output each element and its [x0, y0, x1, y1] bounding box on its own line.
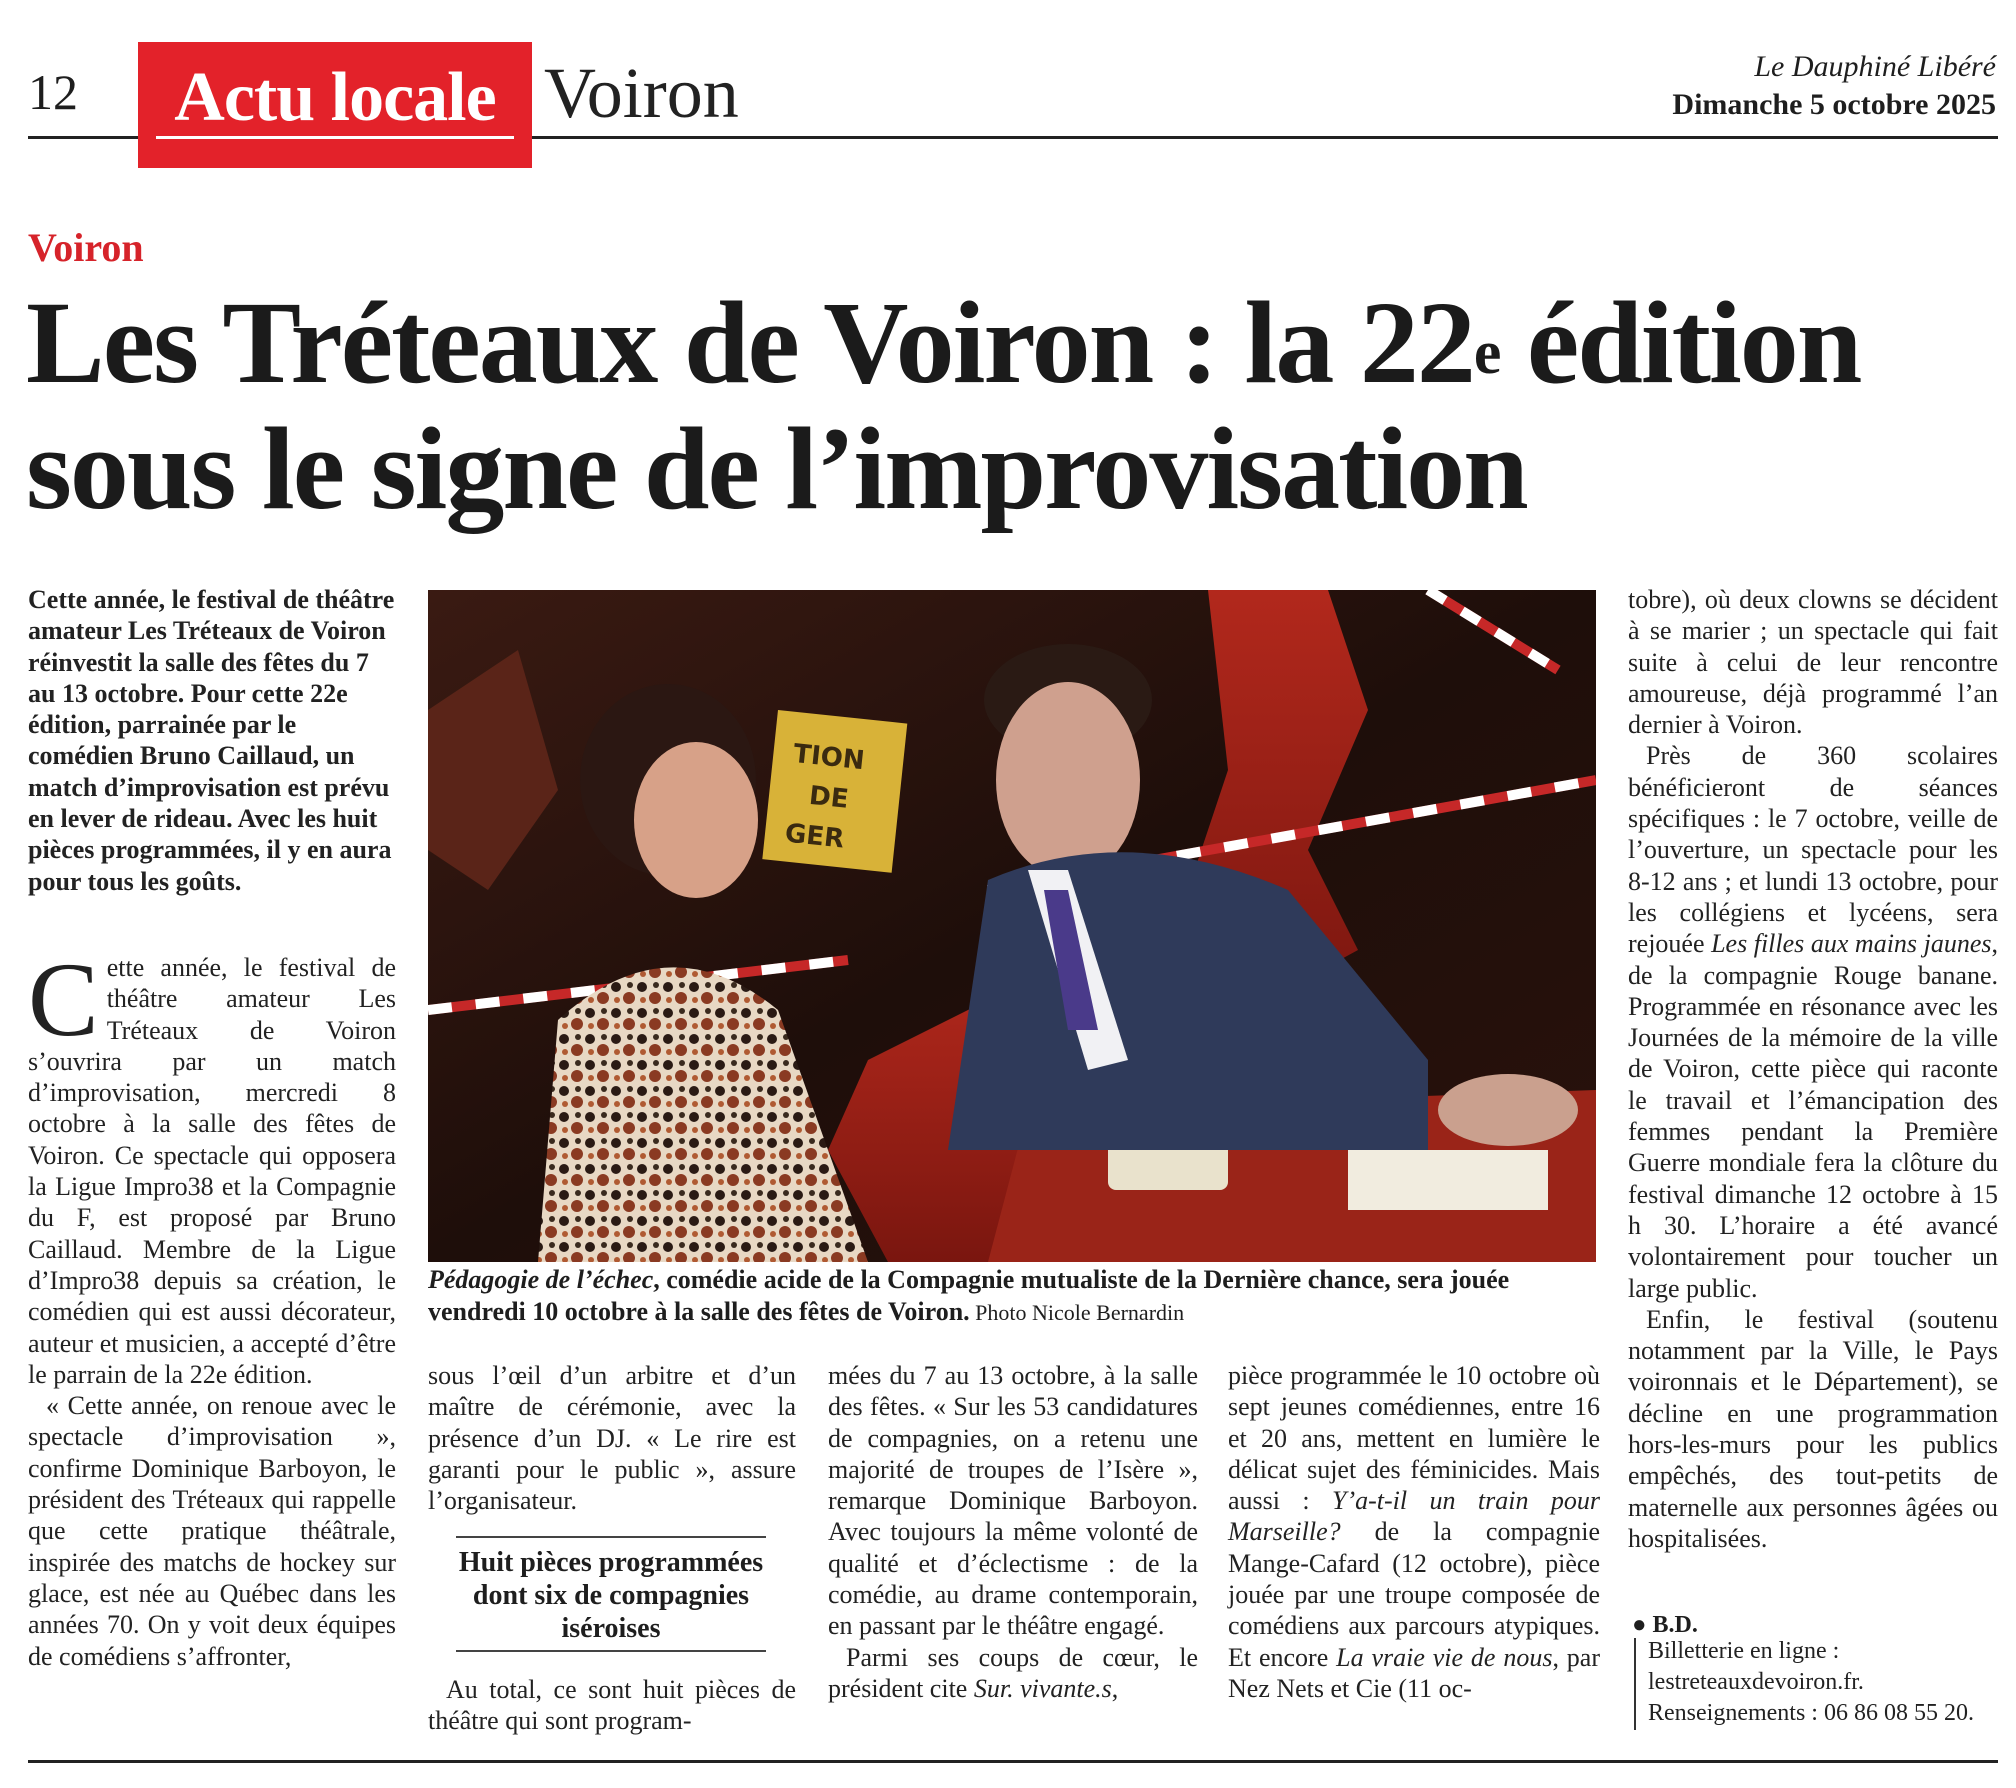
col4-title-1: Y’a-t-il un train pour Marseille?	[1228, 1486, 1600, 1547]
col3-p2-b: ,	[1111, 1673, 1119, 1703]
photo-credit: Photo Nicole Bernardin	[969, 1300, 1185, 1325]
article-kicker: Voiron	[28, 225, 144, 270]
column-3	[828, 1360, 1198, 1704]
ticket-info: Billetterie en ligne : lestreteauxdevoiron.fr. Renseignements : 06 86 08 55 20.	[1648, 1638, 1974, 1726]
svg-text:DE: DE	[807, 780, 850, 815]
section-label: Actu locale	[174, 59, 496, 136]
footer-rule	[28, 1760, 1998, 1763]
newspaper-name: Le Dauphiné Libéré	[1754, 50, 1996, 83]
page-number: 12	[28, 64, 78, 120]
stage-scene-illustration	[428, 590, 1596, 1262]
col5-paragraph-2	[1628, 740, 1998, 1303]
col1-paragraph-1: ette année, le festival de théâtre amateur Les Tréteaux de Voiron s’ouvrira par un match d’improvisation, mercredi 8 octobre à la salle des fêtes de Voiron. Ce spectacle qui opposera la Ligue Impro38 et la Compagnie du F, est proposé par Bruno Caillaud. Membre de la Ligue d’Impro38 depuis sa création, le comédien qui est aussi décorateur, auteur et musicien, a accepté d’être le parrain de la 22e édition.	[28, 953, 396, 1389]
headline-part-2: édition	[1499, 277, 1861, 408]
column-1	[28, 941, 396, 1672]
col5-p2-b: , de la compagnie Rouge banane. Programmée en résonance avec les Journées de la mémoire de la ville de Voiron, cette pièce qui raconte le travail et l’émancipation des femmes pendant la Première Guerre mondiale fera la clôture du festival dimanche 12 octobre à 15 h 30. L’horaire a été avancé volontairement pour toucher un large public.	[1628, 929, 1998, 1303]
col4-a: pièce programmée le 10 octobre où sept jeunes comédiennes, entre 16 et 20 ans, mettent en lumière le délicat sujet des féminicides. Mais aussi :	[1228, 1361, 1600, 1516]
col5-p2-title: Les filles aux mains jaunes	[1711, 929, 1992, 959]
col2-paragraph-2	[428, 1674, 796, 1737]
headline-part-1: Les Tréteaux de Voiron : la 22	[26, 277, 1474, 408]
issue-date: Dimanche 5 octobre 2025	[1672, 88, 1996, 121]
column-4	[1228, 1360, 1600, 1704]
article-chapo: Cette année, le festival de théâtre amateur Les Tréteaux de Voiron réinvestit la salle des fêtes du 7 au 13 octobre. Pour cette 22e édition, parrainée par le comédien Bruno Caillaud, un match d’improvisation est prévu en lever de rideau. Avec les huit pièces programmées, il y en aura pour tous les goûts.	[28, 585, 395, 896]
col5-paragraph-1: tobre), où deux clowns se décident à se marier ; un spectacle qui fait suite à celui de leur rencontre amoureuse, déjà programmé l’an dernier à Voiron.	[1628, 585, 1998, 740]
col3-paragraph-2	[828, 1642, 1198, 1705]
col3-p2-title: Sur. vivante.s	[973, 1673, 1112, 1703]
drop-cap: C	[28, 941, 99, 1058]
col2-paragraph-1: sous l’œil d’un arbitre et d’un maître de cérémonie, avec la présence d’un DJ. « Le rire est garanti pour le public », assure l’organisateur.	[428, 1361, 796, 1516]
col2-paragraph-2-text: Au total, ce sont huit pièces de théâtre qui sont program-	[428, 1675, 796, 1736]
svg-text:GER: GER	[783, 818, 846, 855]
info-bar	[1634, 1638, 1636, 1730]
photo-caption	[428, 1264, 1598, 1329]
col4-title-2: La vraie vie de nous	[1336, 1642, 1553, 1672]
column-5	[1628, 584, 1998, 1554]
column-2	[428, 1360, 796, 1516]
caption-text: , comédie acide de la Compagnie mutualiste de la Dernière chance, sera jouée vendredi 10 octobre à la salle des fêtes de Voiron.	[428, 1265, 1510, 1326]
col5-paragraph-3: Enfin, le festival (soutenu notamment par la Ville, le Pays voironnais et le Département), se décline en une programmation hors-les-murs pour les publics empêchés, des tout-petits de maternelle aux personnes âgées ou hospitalisées.	[1628, 1304, 1998, 1553]
headline-line-2: sous le signe de l’improvisation	[26, 403, 1527, 534]
intertitle-rule-top	[456, 1536, 766, 1538]
intertitle: Huit pièces programmées dont six de compagnies iséroises	[458, 1547, 764, 1644]
article-headline	[26, 277, 1986, 534]
intertitle-rule-bottom	[456, 1650, 766, 1652]
masthead	[1672, 48, 1996, 124]
city-header: Voiron	[544, 50, 749, 136]
col4-b: de la compagnie Mange-Cafard (12 octobre), pièce jouée par une troupe composée de comédiens aux parcours atypiques. Et encore	[1228, 1517, 1600, 1672]
section-underline	[156, 136, 514, 139]
section-banner	[138, 42, 532, 168]
col3-p2-a: Parmi ses coups de cœur, le président cite	[828, 1642, 1198, 1703]
col4-c: , par Nez Nets et Cie (11 oc-	[1228, 1642, 1601, 1703]
headline-superscript: e	[1473, 319, 1500, 387]
col5-p2-a: Près de 360 scolaires bénéficieront de séances spécifiques : le 7 octobre, veille de l’ouverture, un spectacle pour les 8-12 ans ; et lundi 13 octobre, pour les collégiens et lycéens, sera rejouée	[1628, 741, 1998, 959]
caption-title: Pédagogie de l’échec	[428, 1265, 654, 1294]
author-signature: ● B.D.	[1632, 1612, 1698, 1638]
col1-paragraph-2: « Cette année, on renoue avec le spectacle d’improvisation », confirme Dominique Barboyon, le président des Tréteaux qui rappelle que cette pratique théâtrale, inspirée des matchs de hockey sur glace, est née au Québec dans les années 70. On y voit deux équipes de comédiens s’affronter,	[28, 1391, 396, 1671]
article-photo	[428, 590, 1596, 1262]
svg-text:TION: TION	[791, 738, 866, 777]
col3-paragraph-1: mées du 7 au 13 octobre, à la salle des fêtes. « Sur les 53 candidatures de compagnies, on a retenu une majorité de troupes de l’Isère », remarque Dominique Barboyon. Avec toujours la même volonté de qualité et d’éclectisme : de la comédie, au drame contemporain, en passant par le théâtre engagé.	[828, 1361, 1198, 1641]
